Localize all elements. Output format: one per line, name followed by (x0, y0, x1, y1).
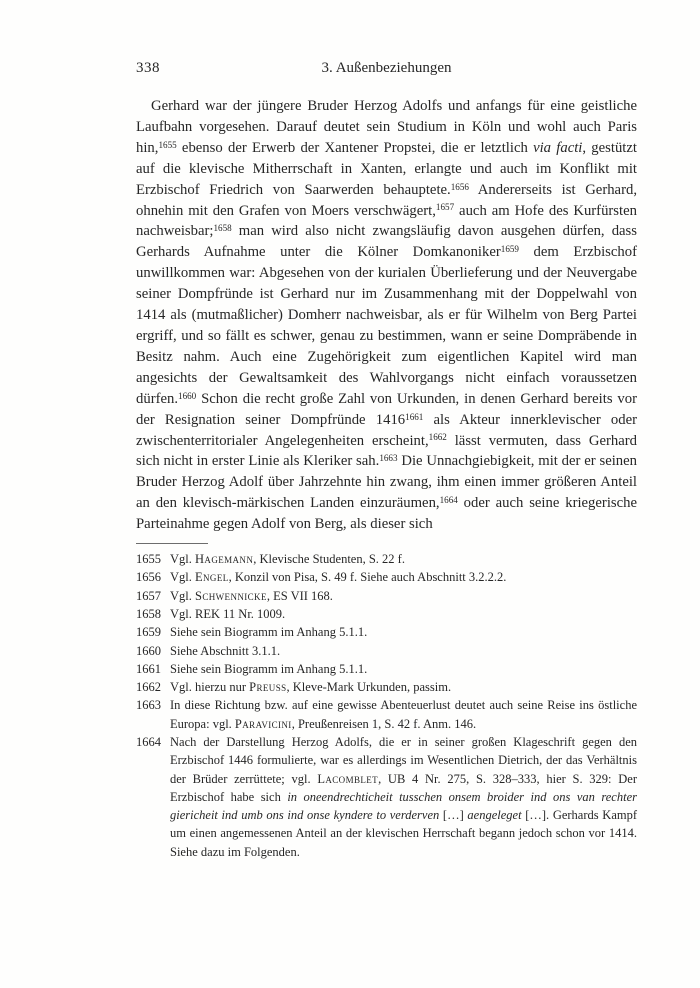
footnote-item (136, 550, 637, 568)
footnote-ref: 1655 (158, 139, 177, 150)
footnotes-section (136, 550, 637, 861)
text-segment: Vgl. (170, 588, 195, 603)
footnote-text (170, 568, 637, 586)
footnote-text (170, 678, 637, 696)
text-segment: ebenso der Erwerb der Xantener Propstei, die er letztlich (176, 139, 534, 156)
text-segment: aengeleget (467, 808, 522, 823)
text-segment: dem Erzbischof unwillkommen war: Abgesehen von der kurialen Überlieferung und der Neuvergabe seiner Dompfründe ist Gerhard nur im Zusammenhang mit der Doppelwahl von 1414 als (mutmaßlicher) Domherr nachweisbar, als er für Wilhelm von Berg Partei ergriff, und so fällt es schwer, genau zu bestimmen, wann er seine Dompräbende in Besitz nahm. Auch eine Zugehörigkeit zum eigentlichen Kapitel wird man angesichts der Gewaltsamkeit des Wahlvorgangs nicht einfach voraussetzen dürfen. (136, 244, 637, 407)
text-segment: in oneendrechticheit tusschen onsem broider ind ons van rechter giericheit ind umb ons ind onse kyndere to verderven (170, 789, 637, 823)
text-segment: Vgl. (170, 552, 195, 567)
footnote-number: 1656 (136, 570, 161, 585)
footnote-text (170, 605, 637, 623)
text-segment: […]. Gerhards Kampf um einen angemessenen Anteil an der klevischen Herrschaft begann jedoch schon vor 1414. Siehe dazu im Folgenden. (170, 808, 637, 859)
footnote-number: 1664 (136, 735, 161, 749)
text-segment: Gerhard war der jüngere Bruder Herzog Adolfs und anfangs für eine geistliche Laufbahn vorgesehen. Darauf deutet sein Studium in Köln und wohl auch Paris hin, (136, 98, 637, 156)
text-segment: , Preußenreisen 1, S. 42 f. Anm. 146. (291, 716, 477, 731)
footnote-text (170, 642, 637, 660)
footnote-item (136, 623, 637, 641)
footnote-number: 1657 (136, 588, 161, 603)
footnote-number: 1659 (136, 625, 161, 640)
footnote-item (136, 568, 637, 586)
footnote-ref: 1663 (379, 453, 398, 464)
footnote-ref: 1657 (435, 202, 455, 213)
text-segment: Nach der Darstellung Herzog Adolfs, die er in seiner großen Klageschrift gegen den Erzbischof 1446 formulierte, war es allerdings im Wesentlichen Dietrich, der das Verhältnis der Brüder zerrüttete; vgl. (170, 735, 637, 786)
text-segment: Vgl. (170, 570, 195, 585)
text-segment: , ES VII 168. (266, 588, 333, 603)
text-segment: , UB 4 Nr. 275, S. 328–333, hier S. 329: Der Erzbischof habe sich (170, 771, 637, 804)
text-segment: oder auch seine kriegerische Parteinahme gegen Adolf von Berg, als dieser sich (136, 495, 637, 533)
footnote-ref: 1656 (450, 181, 469, 192)
footnote-separator (136, 543, 208, 544)
running-header: 3. Außenbeziehungen (321, 60, 452, 76)
text-segment: , Klevische Studenten, S. 22 f. (253, 552, 405, 567)
text-segment: In diese Richtung bzw. auf eine gewisse Abenteuerlust deutet auch seine Reise ins östliche Europa: vgl. (170, 698, 637, 731)
footnote-text (170, 587, 637, 605)
footnote-ref: 1658 (213, 223, 232, 234)
text-segment: als Akteur innerklevischer oder zwischenterritorialer Angelegenheiten erscheint, (136, 411, 637, 449)
text-segment: man wird also nicht zwangsläufig davon ausgehen dürfen, dass Gerhards Aufnahme unter die Kölner Domkanoniker (136, 223, 637, 261)
text-segment: Hagemann (195, 552, 254, 567)
footnote-item (136, 587, 637, 605)
footnote-text (170, 660, 637, 678)
text-segment: Vgl. REK 11 Nr. 1009. (170, 606, 286, 621)
footnote-number: 1655 (136, 552, 161, 567)
footnote-item (136, 642, 637, 660)
page-header (136, 59, 637, 77)
text-segment: , gestützt auf die klevische Mitherrschaft in Xanten, erlangte und auch im Konflikt mit Erzbischof Friedrich von Saarwerden behauptete. (136, 139, 637, 198)
footnote-item (136, 605, 637, 623)
footnote-ref: 1662 (428, 432, 447, 443)
text-segment: , Konzil von Pisa, S. 49 f. Siehe auch Abschnitt 3.2.2.2. (228, 570, 507, 585)
footnote-text (170, 550, 637, 568)
text-segment: Die Unnachgiebigkeit, mit der er seinen Bruder Herzog Adolf über Jahrzehnte hin zwang, ihm einen immer größeren Anteil an den klevisch-märkischen Landen einzuräumen, (136, 453, 638, 512)
footnote-number: 1660 (136, 643, 161, 658)
footnote-item (136, 696, 637, 733)
footnote-item (136, 733, 637, 861)
footnote-item (136, 678, 637, 696)
page-number: 338 (136, 60, 160, 76)
footnote-text (170, 733, 637, 861)
footnote-item (136, 660, 637, 678)
footnote-text (170, 623, 637, 641)
footnote-number: 1661 (136, 661, 161, 676)
text-segment: Siehe sein Biogramm im Anhang 5.1.1. (170, 625, 368, 640)
text-segment: Schwennicke (195, 588, 267, 603)
footnote-number: 1662 (136, 680, 161, 695)
footnote-number: 1663 (136, 698, 161, 713)
text-segment: Vgl. hierzu nur (170, 680, 250, 695)
text-segment: Lacomblet (317, 771, 379, 786)
footnote-number: 1658 (136, 606, 161, 621)
text-segment: Andererseits ist Gerhard, ohnehin mit den Grafen von Moers verschwägert, (136, 181, 637, 219)
footnote-ref: 1660 (178, 390, 197, 401)
text-segment: Preuss (249, 680, 287, 695)
page-content (136, 59, 637, 861)
text-segment: , Kleve-Mark Urkunden, passim. (286, 680, 452, 695)
footnote-ref: 1664 (439, 495, 458, 506)
footnote-text (170, 696, 637, 733)
text-segment: […] (439, 808, 468, 823)
footnote-ref: 1661 (405, 411, 424, 422)
footnote-ref: 1659 (500, 244, 519, 255)
text-segment: Siehe Abschnitt 3.1.1. (170, 643, 281, 658)
text-segment: lässt vermuten, dass Gerhard sich nicht in erster Linie als Kleriker sah. (136, 432, 637, 470)
text-segment: Siehe sein Biogramm im Anhang 5.1.1. (170, 661, 368, 676)
text-segment: Schon die recht große Zahl von Urkunden, in denen Gerhard bereits vor der Resignation seiner Dompfründe 1416 (136, 390, 637, 428)
text-segment: via facti (533, 139, 583, 156)
text-segment: auch am Hofe des Kurfürsten nachweisbar; (136, 202, 637, 240)
text-segment: Paravicini (234, 716, 292, 731)
body-paragraph (136, 96, 637, 535)
text-segment: Engel (195, 570, 229, 585)
